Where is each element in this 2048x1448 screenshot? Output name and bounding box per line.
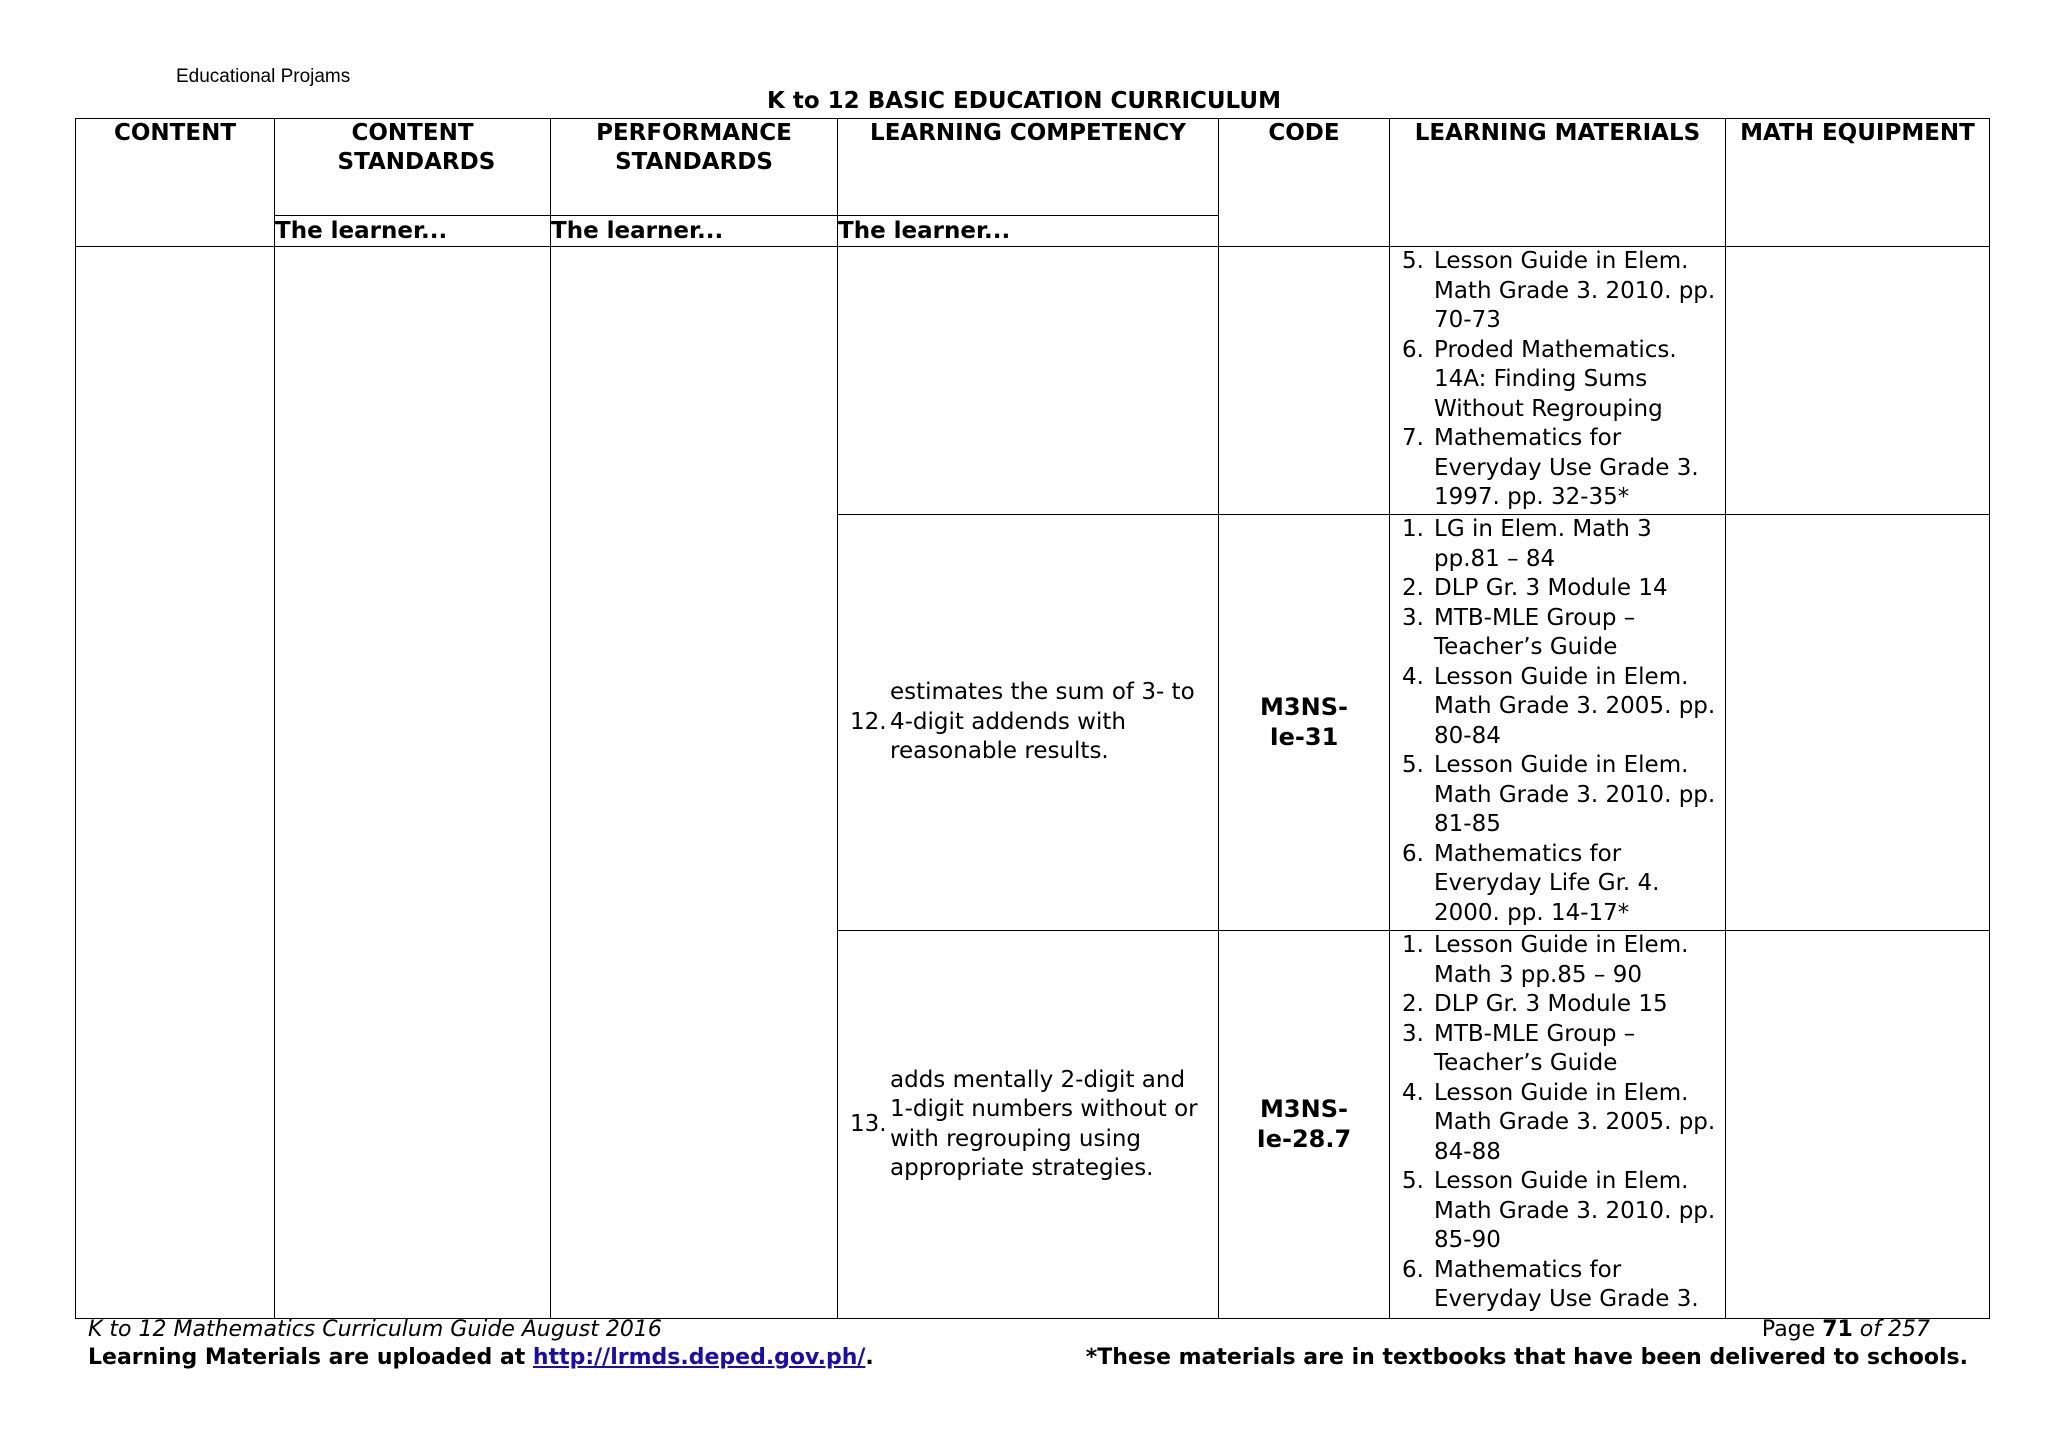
materials-list bbox=[1390, 247, 1725, 513]
materials-list bbox=[1390, 515, 1725, 928]
performance-standards-cell bbox=[551, 247, 838, 1319]
materials-cell bbox=[1390, 515, 1726, 931]
list-item: 4. Lesson Guide in Elem. Math Grade 3. 2005. pp. 84-88 bbox=[1402, 1079, 1716, 1165]
list-item: 5. Lesson Guide in Elem. Math Grade 3. 2010. pp. 81-85 bbox=[1402, 752, 1716, 837]
list-item: 5. Lesson Guide in Elem. Math Grade 3. 2010. pp. 85-90 bbox=[1402, 1168, 1716, 1253]
header-performance-standards: PERFORMANCE STANDARDS bbox=[551, 119, 838, 216]
materials-list bbox=[1390, 931, 1725, 1315]
header-learning-competency: LEARNING COMPETENCY bbox=[838, 119, 1219, 216]
header-content-standards: CONTENT STANDARDS bbox=[275, 119, 551, 216]
list-item: 3. MTB-MLE Group – Teacher’s Guide bbox=[1402, 604, 1636, 660]
document-title: K to 12 BASIC EDUCATION CURRICULUM bbox=[767, 88, 1281, 114]
lrmds-link[interactable]: http://lrmds.deped.gov.ph/ bbox=[532, 1345, 866, 1370]
content-cell bbox=[76, 247, 275, 1319]
competency-text: adds mentally 2-digit and 1-digit numbers without or with regrouping using appropriate strategies. bbox=[890, 1066, 1198, 1181]
materials-cell bbox=[1390, 931, 1726, 1319]
content-standards-cell bbox=[275, 247, 551, 1319]
competency-text: estimates the sum of 3- to 4-digit addends with reasonable results. bbox=[890, 679, 1195, 765]
list-item: 6. Proded Mathematics. 14A: Finding Sums Without Regrouping bbox=[1402, 336, 1677, 422]
guide-title: K to 12 Mathematics Curriculum Guide August 2016 bbox=[88, 1317, 662, 1342]
header-content: CONTENT bbox=[76, 119, 275, 247]
competency-cell bbox=[838, 931, 1219, 1319]
learner-label: The learner... bbox=[838, 216, 1219, 247]
list-item: 7. Mathematics for Everyday Use Grade 3. 1997. pp. 32-35* bbox=[1402, 425, 1699, 510]
competency-code: M3NS-Ie-28.7 bbox=[1256, 1095, 1352, 1153]
list-item: 5. Lesson Guide in Elem. Math Grade 3. 2010. pp. 70-73 bbox=[1402, 248, 1716, 333]
equipment-cell bbox=[1726, 515, 1990, 931]
competency-number: 13. bbox=[850, 1110, 887, 1137]
code-cell bbox=[1219, 515, 1390, 931]
table-row bbox=[76, 247, 1990, 515]
footer-right bbox=[1086, 1316, 1968, 1372]
list-item: 2. DLP Gr. 3 Module 15 bbox=[1402, 991, 1668, 1017]
header-math-equipment: MATH EQUIPMENT bbox=[1726, 119, 1990, 247]
learner-label: The learner... bbox=[551, 216, 838, 247]
learner-label: The learner... bbox=[275, 216, 551, 247]
competency-code: M3NS-Ie-31 bbox=[1260, 693, 1348, 751]
equipment-cell bbox=[1726, 931, 1990, 1319]
code-cell bbox=[1219, 247, 1390, 515]
list-item: 4. Lesson Guide in Elem. Math Grade 3. 2005. pp. 80-84 bbox=[1402, 663, 1716, 749]
equipment-cell bbox=[1726, 247, 1990, 515]
footer-left bbox=[88, 1316, 874, 1372]
list-item: 1. Lesson Guide in Elem. Math 3 pp.85 – 90 bbox=[1402, 932, 1689, 988]
header-learning-materials: LEARNING MATERIALS bbox=[1390, 119, 1726, 247]
list-item: 6. Mathematics for Everyday Use Grade 3. bbox=[1402, 1256, 1699, 1312]
competency-cell bbox=[838, 247, 1219, 515]
list-item: 3. MTB-MLE Group – Teacher’s Guide bbox=[1402, 1020, 1636, 1076]
competency-cell bbox=[838, 515, 1219, 931]
watermark-text: Educational Projams bbox=[176, 66, 351, 87]
materials-cell bbox=[1390, 247, 1726, 515]
page-number: Page 71 of 257 bbox=[1761, 1317, 1930, 1342]
competency-number: 12. bbox=[850, 708, 887, 735]
header-code: CODE bbox=[1219, 119, 1390, 247]
code-cell bbox=[1219, 931, 1390, 1319]
curriculum-table bbox=[75, 118, 1990, 1319]
textbook-note: *These materials are in textbooks that have been delivered to schools. bbox=[1085, 1345, 1968, 1370]
list-item: 2. DLP Gr. 3 Module 14 bbox=[1402, 575, 1668, 601]
list-item: 1. LG in Elem. Math 3 pp.81 – 84 bbox=[1402, 516, 1652, 572]
list-item: 6. Mathematics for Everyday Life Gr. 4. 2000. pp. 14-17* bbox=[1402, 840, 1660, 926]
upload-note: Learning Materials are uploaded at http://lrmds.deped.gov.ph/. bbox=[88, 1345, 874, 1370]
